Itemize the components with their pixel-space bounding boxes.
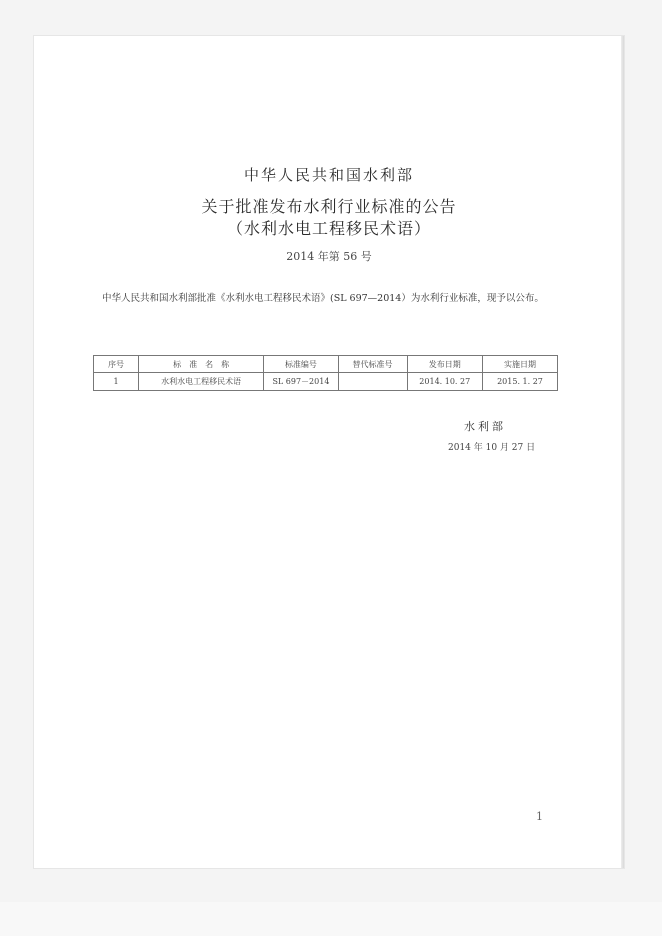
standards-table xyxy=(93,355,558,391)
document-page xyxy=(34,36,624,868)
cell-name: 水利水电工程移民术语 xyxy=(139,373,264,391)
announcement-title: 关于批准发布水利行业标准的公告 xyxy=(201,197,457,216)
cell-release-date: 2014. 10. 27 xyxy=(407,373,482,391)
col-header-effective-date: 实施日期 xyxy=(482,356,557,373)
signature-date: 2014 年 10 月 27 日 xyxy=(448,443,536,453)
cell-serial: 1 xyxy=(94,373,139,391)
cell-effective-date: 2015. 1. 27 xyxy=(482,373,557,391)
table-header-row xyxy=(94,356,558,373)
col-header-release-date: 发布日期 xyxy=(407,356,482,373)
signature-organization: 水利部 xyxy=(464,420,506,433)
page-edge-shadow xyxy=(621,36,624,868)
col-header-code: 标准编号 xyxy=(264,356,338,373)
document-number: 2014 年第 56 号 xyxy=(286,250,372,263)
scan-bottom-margin xyxy=(0,902,662,936)
col-header-replaced: 替代标准号 xyxy=(338,356,407,373)
col-header-name: 标 准 名 称 xyxy=(139,356,264,373)
page-number: 1 xyxy=(536,810,543,823)
announcement-subtitle: （水利水电工程移民术语） xyxy=(226,219,431,238)
cell-replaced xyxy=(338,373,407,391)
ministry-heading: 中华人民共和国水利部 xyxy=(243,166,414,184)
col-header-serial: 序号 xyxy=(94,356,139,373)
cell-code: SL 697－2014 xyxy=(264,373,338,391)
announcement-body: 中华人民共和国水利部批准《水利水电工程移民术语》(SL 697—2014）为水利行业标准，现予以公布。 xyxy=(102,293,544,304)
table-row xyxy=(94,373,558,391)
